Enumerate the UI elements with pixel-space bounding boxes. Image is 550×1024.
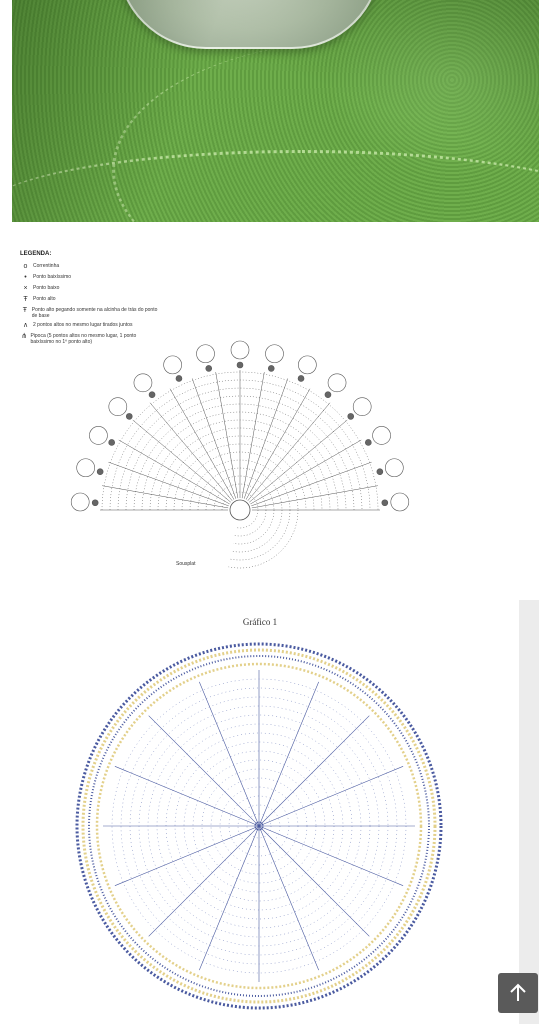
fan-motif [385, 459, 403, 477]
popcorn-stitch [325, 392, 331, 398]
popcorn-stitch [348, 413, 354, 419]
popcorn-stitch [382, 500, 388, 506]
spoke-line [115, 766, 259, 826]
side-strip [519, 600, 539, 1024]
spoke-line [150, 403, 232, 501]
fan-motif [231, 341, 249, 359]
popcorn-stitch [365, 439, 371, 445]
photo-shadow [12, 0, 539, 222]
center-ring [230, 500, 250, 520]
fan-motif [164, 356, 182, 374]
spoke-line [115, 826, 259, 886]
spoke-line [199, 682, 259, 826]
spoke-line [249, 420, 347, 502]
spoke-line [259, 826, 369, 936]
slip-stitch-icon: • [24, 274, 27, 281]
spokes [103, 670, 415, 982]
spoke-line [259, 766, 403, 826]
stitch-row-lower-arc [236, 510, 258, 528]
grafico-1-crochet-chart [73, 640, 445, 1012]
legend-item [20, 296, 160, 304]
popcorn-stitch [268, 365, 274, 371]
arrow-up-icon [507, 982, 529, 1004]
popcorn-stitch [206, 365, 212, 371]
legend-label: Ponto baixo [33, 285, 60, 291]
fan-motif [134, 374, 152, 392]
spoke-line [259, 826, 403, 886]
fan-motif [353, 398, 371, 416]
stitch-rows [100, 370, 380, 568]
legend-item [20, 263, 160, 271]
legend-label: Ponto baixíssimo [33, 274, 72, 280]
legend-label: Ponto alto [33, 296, 56, 302]
crochet-placemat-photo [12, 0, 539, 222]
popcorn-stitch [237, 362, 243, 368]
fan-motif [298, 356, 316, 374]
chain-stitch-icon: o [23, 263, 28, 270]
fan-motif [109, 398, 127, 416]
fan-motif [89, 426, 107, 444]
spoke-line [199, 826, 259, 970]
legend-label: Correntinha [33, 263, 60, 269]
spoke-line [102, 486, 228, 508]
legend-label: 2 pontos altos no mesmo lugar tirados juntos [33, 322, 133, 328]
spoke-line [216, 372, 238, 498]
popcorn-stitch [149, 392, 155, 398]
spoke-line [133, 420, 231, 502]
stitch-row-lower-arc [235, 510, 266, 536]
popcorn-stitch [377, 469, 383, 475]
stitch-row-lower-arc [233, 510, 274, 544]
spoke-line [252, 486, 378, 508]
sousplat-crochet-chart [55, 312, 415, 570]
spoke-line [242, 372, 264, 498]
stitch-row-lower-arc [228, 510, 298, 568]
legend-label: Pipoca (5 pontos altos no mesmo lugar, 1 ponto baixíssimo no 1º ponto alto) [30, 333, 137, 345]
popcorn-stitch [176, 375, 182, 381]
popcorn-stitch [109, 439, 115, 445]
back-loop-double-crochet-icon: Ŧ [22, 307, 27, 314]
spoke-line [259, 826, 319, 970]
popcorn-stitch [97, 469, 103, 475]
two-double-crochet-together-icon: ∧ [22, 322, 29, 329]
double-crochet-icon: Ŧ [23, 296, 28, 303]
fan-motif [265, 345, 283, 363]
single-crochet-icon: × [23, 285, 28, 292]
popcorn-stitch [298, 375, 304, 381]
fan-motif [197, 345, 215, 363]
legend-item [20, 274, 160, 282]
spoke-line [149, 826, 259, 936]
scroll-to-top-button[interactable] [498, 973, 538, 1013]
spoke-line [259, 682, 319, 826]
stitch-row-lower-arc [230, 510, 290, 560]
spoke-line [248, 403, 330, 501]
fan-motif [71, 493, 89, 511]
spoke-line [149, 716, 259, 826]
popcorn-stitch [126, 413, 132, 419]
popcorn-stitch-icon: ⋔ [21, 333, 28, 340]
sousplat-label: Sousplat [176, 561, 196, 567]
fan-motif [328, 374, 346, 392]
fan-motif [373, 426, 391, 444]
fan-motif [77, 459, 95, 477]
legend-title: LEGENDA: [20, 251, 52, 257]
grafico-title: Gráfico 1 [242, 617, 278, 627]
legend-item [20, 285, 160, 293]
fan-motif [391, 493, 409, 511]
popcorn-stitch [92, 500, 98, 506]
spoke-line [259, 716, 369, 826]
legend-label: Ponto alto pegando somente na alcinha de trás do ponto de base [31, 307, 158, 319]
